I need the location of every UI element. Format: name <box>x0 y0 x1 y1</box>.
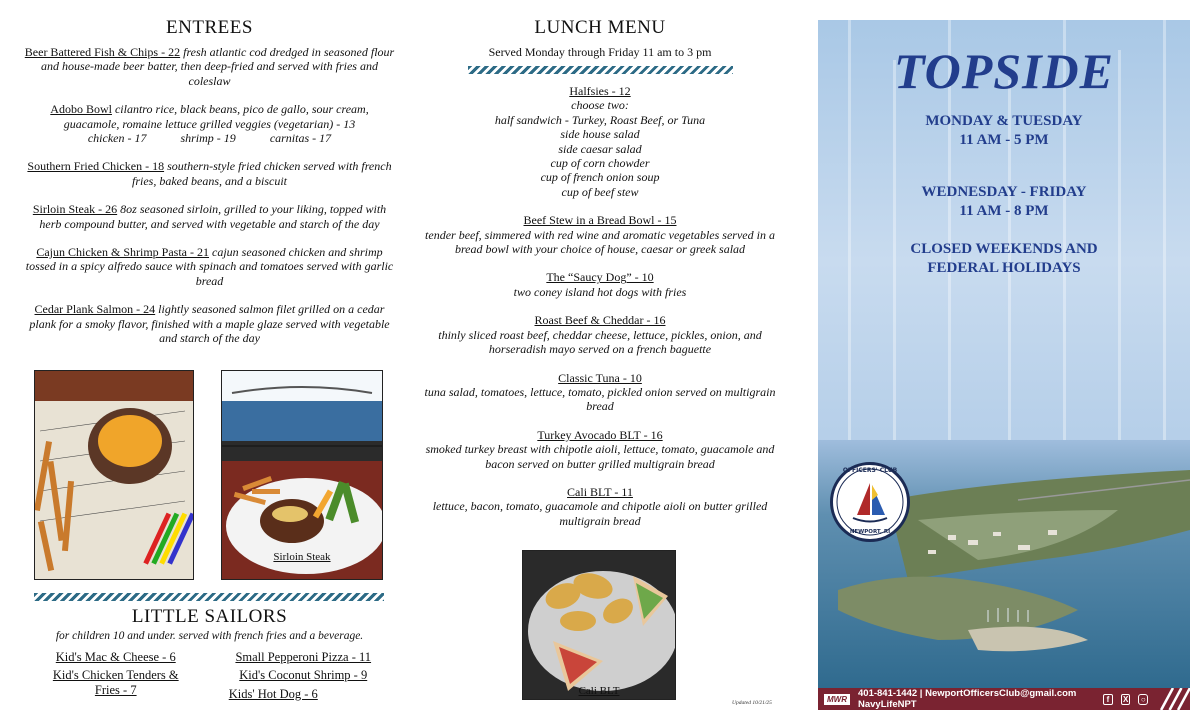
item-desc: tuna salad, tomatoes, lettuce, tomato, pickled onion served on multigrain bread <box>424 384 776 414</box>
option: chicken - 17 <box>87 131 147 146</box>
halfsies-line: half sandwich - Turkey, Roast Beef, or Tuna <box>494 112 706 127</box>
topside-title: TOPSIDE <box>893 43 1114 99</box>
item-desc: 8oz seasoned sirloin, grilled to your liking, topped with herb compound butter, and served with vegetable and starch of the day <box>39 202 387 231</box>
hours-time: 11 AM - 8 PM <box>959 203 1049 219</box>
instagram-icon[interactable]: ○ <box>1138 694 1148 705</box>
menu-item <box>420 371 780 414</box>
item-name: Roast Beef & Cheddar - 16 <box>534 313 666 328</box>
menu-item-halfsies <box>420 84 780 199</box>
menu-item <box>420 270 780 299</box>
menu-item <box>420 313 780 356</box>
option: carnitas - 17 <box>269 131 332 146</box>
item-name: Turkey Avocado BLT - 16 <box>537 427 663 442</box>
halfsies-line: cup of french onion soup <box>540 170 660 185</box>
item-desc: lettuce, bacon, tomato, guacamole and chipotle aioli on butter grilled multigrain bread <box>432 499 768 528</box>
item-desc: tender beef, simmered with red wine and aromatic vegetables served in a bread bowl with your choice of house, caesar or greek salad <box>425 227 775 257</box>
logo-text: OFFICERS' CLUB <box>842 467 898 474</box>
little-sailors-title: LITTLE SAILORS <box>131 606 288 627</box>
kids-meal-photo <box>34 370 194 580</box>
little-sailors-subtitle: for children 10 and under. served with french fries and a beverage. <box>55 630 364 642</box>
kids-item: Kid's Coconut Shrimp - 9 <box>239 668 368 682</box>
kids-item: Kid's Chicken Tenders & Fries - 7 <box>52 668 179 697</box>
contact-info: 401-841-1442 | NewportOfficersClub@gmail.com NavyLifeNPT <box>858 688 1077 710</box>
facebook-icon[interactable]: f <box>1103 694 1113 705</box>
hours-block <box>818 112 1190 150</box>
item-desc: southern-style fried chicken served with french fries, baked beans, and a biscuit <box>132 159 392 188</box>
little-sailors-section <box>22 600 397 702</box>
hours-block <box>818 183 1190 221</box>
item-desc: fresh atlantic cod dredged in seasoned flour and house-made beer batter, then deep-fried and served with fries and coleslaw <box>41 45 395 88</box>
hours-days: MONDAY & TUESDAY <box>925 113 1083 129</box>
option: shrimp - 19 <box>180 131 236 146</box>
officers-club-logo <box>830 462 910 542</box>
menu-item <box>420 485 780 528</box>
entrees-title: ENTREES <box>166 17 253 38</box>
halfsies-line: choose two: <box>571 98 629 113</box>
kids-item: Kids' Hot Dog - 6 <box>228 687 318 701</box>
item-desc: smoked turkey breast with chipotle aioli, lettuce, tomato, guacamole and bacon served on butter grilled multigrain bread <box>425 442 775 471</box>
item-name: Classic Tuna - 10 <box>558 370 642 385</box>
item-name: Sirloin Steak - 26 <box>32 202 118 217</box>
item-options <box>22 131 397 145</box>
entrees-column <box>22 0 397 360</box>
item-desc: cilantro rice, black beans, pico de gallo, sour cream, guacamole, romaine lettuce grilled veggies (vegetarian) - 13 <box>63 102 369 131</box>
item-name: Southern Fried Chicken - 18 <box>27 159 165 174</box>
item-name: Cajun Chicken & Shrimp Pasta - 21 <box>36 245 209 260</box>
logo-subtext: NEWPORT, RI <box>849 529 891 535</box>
menu-item <box>22 159 397 188</box>
mwr-logo: MWR <box>824 694 850 705</box>
closed-note: CLOSED WEEKENDS AND FEDERAL HOLIDAYS <box>910 241 1098 276</box>
lunch-column <box>420 0 780 542</box>
hours-days: WEDNESDAY - FRIDAY <box>921 184 1087 200</box>
sirloin-caption: Sirloin Steak <box>273 551 331 563</box>
menu-item <box>420 428 780 471</box>
contact-footer <box>818 688 1190 710</box>
kids-item: Small Pepperoni Pizza - 11 <box>235 650 372 664</box>
cali-blt-photo <box>522 550 676 700</box>
menu-item <box>22 202 397 231</box>
cali-blt-caption: Cali BLT <box>578 685 620 697</box>
menu-item <box>22 245 397 288</box>
item-name: Beer Battered Fish & Chips - 22 <box>24 45 181 59</box>
updated-note: Updated 10/21/25 <box>732 700 772 706</box>
item-desc: two coney island hot dogs with fries <box>513 284 687 299</box>
divider-stripe <box>468 66 733 74</box>
topside-background <box>818 20 1190 710</box>
halfsies-line: cup of corn chowder <box>550 156 650 171</box>
menu-item <box>22 102 397 145</box>
menu-item <box>420 213 780 256</box>
menu-item <box>22 302 397 345</box>
lunch-subtitle: Served Monday through Friday 11 am to 3 pm <box>488 45 712 59</box>
x-icon[interactable]: X <box>1121 694 1131 705</box>
kids-menu-grid <box>22 650 397 702</box>
lunch-title: LUNCH MENU <box>534 17 666 38</box>
item-name: Cedar Plank Salmon - 24 <box>34 302 156 317</box>
halfsies-line: cup of beef stew <box>561 184 639 199</box>
item-name: Cali BLT - 11 <box>567 484 633 499</box>
item-name: The “Saucy Dog” - 10 <box>546 270 654 285</box>
kids-item: Kid's Mac & Cheese - 6 <box>55 650 176 664</box>
item-name: Adobo Bowl <box>50 102 112 117</box>
item-desc: cajun seasoned chicken and shrimp tossed in a spicy alfredo sauce with spinach and tomatoes served with garlic bread <box>25 245 394 288</box>
hours-time: 11 AM - 5 PM <box>959 132 1049 148</box>
item-desc: lightly seasoned salmon filet grilled on a cedar plank for a smoky flavor, finished with a maple glaze served with vegetable and starch of the day <box>29 302 390 346</box>
item-desc: thinly sliced roast beef, cheddar cheese, lettuce, pickles, onion, and horseradish mayo served on a french baguette <box>438 327 762 357</box>
item-name: Beef Stew in a Bread Bowl - 15 <box>523 213 677 228</box>
menu-item <box>22 45 397 88</box>
topside-panel <box>818 20 1190 710</box>
halfsies-line: side caesar salad <box>558 141 642 156</box>
sirloin-steak-photo <box>221 370 383 580</box>
stripe-decoration <box>1156 688 1190 710</box>
halfsies-line: side house salad <box>560 127 640 142</box>
item-name: Halfsies - 12 <box>569 84 631 98</box>
